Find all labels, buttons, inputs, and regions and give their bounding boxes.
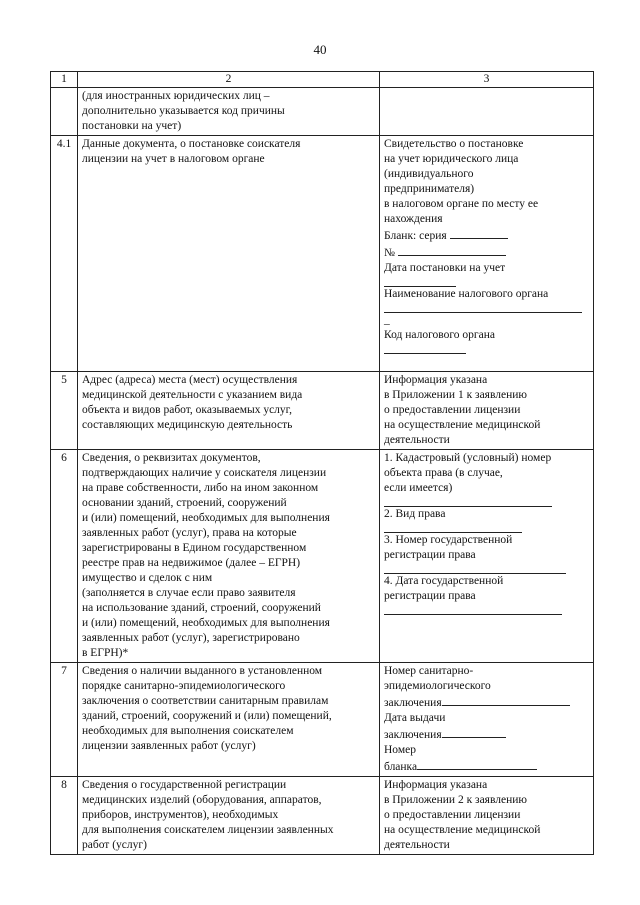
text-line: приборов, инструментов), необходимых xyxy=(82,809,279,821)
table-row-6 xyxy=(51,450,594,663)
text-line: Номер санитарно- xyxy=(384,665,474,677)
text-line: и (или) помещений, необходимых для выполнения xyxy=(82,617,330,629)
text-line: объекта права (в случае, xyxy=(384,467,503,479)
text-line: заключения о соответствии санитарным правилам xyxy=(82,695,329,707)
form-number-field[interactable] xyxy=(384,758,589,775)
text-line: на использование зданий, строений, сооружений xyxy=(82,602,321,614)
text-line: зарегистрированы в Едином государственном xyxy=(82,542,307,554)
issue-date-label: Дата выдачи xyxy=(384,712,446,724)
description-cell xyxy=(78,450,380,663)
text-line: Информация указана xyxy=(384,779,488,791)
info-cell xyxy=(380,777,594,855)
text-line: медицинских изделий (оборудования, аппаратов, xyxy=(82,794,322,806)
text-line: эпидемиологического xyxy=(384,680,491,692)
tax-authority-code-blank[interactable] xyxy=(384,343,466,354)
issue-date-blank[interactable] xyxy=(442,726,506,738)
text-line: заявленных работ (услуг), права на которые xyxy=(82,527,297,539)
text-line: 1. Кадастровый (условный) номер xyxy=(384,452,552,464)
text-line: 4. Дата государственной xyxy=(384,575,504,587)
right-type-label: 2. Вид права xyxy=(384,508,446,520)
tax-certificate-cell xyxy=(380,136,594,372)
tax-authority-code-label: Код налогового органа xyxy=(384,329,496,341)
table-row-8 xyxy=(51,777,594,855)
registration-date-label: Дата постановки на учет xyxy=(384,262,506,274)
form-number-blank[interactable] xyxy=(417,758,537,770)
text-line: имущество и сделок с ним xyxy=(82,572,213,584)
text-line: основании зданий, строений, сооружений xyxy=(82,497,287,509)
form-label: бланка xyxy=(384,761,418,773)
description-cell xyxy=(78,88,380,136)
text-line: на осуществление медицинской xyxy=(384,419,541,431)
table-row-5 xyxy=(51,372,594,450)
text-line: о предоставлении лицензии xyxy=(384,404,521,416)
text-line: в налоговом органе по месту ее xyxy=(384,198,539,210)
tax-authority-name-label: Наименование налогового органа xyxy=(384,288,549,300)
issue-date-field[interactable] xyxy=(384,726,589,743)
form-series-field[interactable] xyxy=(384,227,589,244)
registration-date-blank[interactable] xyxy=(384,276,456,287)
text-line: зданий, строений, сооружений и (или) помещений, xyxy=(82,710,332,722)
form-series-blank[interactable] xyxy=(450,227,508,239)
registration-date-blank[interactable] xyxy=(384,604,562,615)
form-series-label: Бланк: серия xyxy=(384,230,447,242)
text-line: (индивидуального xyxy=(384,168,474,180)
sanitary-conclusion-cell xyxy=(380,663,594,777)
text-line: работ (услуг) xyxy=(82,839,147,851)
text-line: и (или) помещений, необходимых для выполнения xyxy=(82,512,330,524)
text-line: Адрес (адреса) места (мест) осуществления xyxy=(82,374,298,386)
text-line: на праве собственности, либо на ином законном xyxy=(82,482,319,494)
text-line: реестре прав на недвижимое (далее – ЕГРН) xyxy=(82,557,301,569)
conclusion-label: заключения xyxy=(384,729,442,741)
text-line: лицензии на учет в налоговом органе xyxy=(82,153,265,165)
property-rights-cell xyxy=(380,450,594,663)
text-line: на осуществление медицинской xyxy=(384,824,541,836)
certificate-number-field[interactable] xyxy=(384,244,589,261)
number-sign-label: № xyxy=(384,247,395,259)
description-cell xyxy=(78,663,380,777)
text-line: дополнительно указывается код причины xyxy=(82,105,285,117)
certificate-number-blank[interactable] xyxy=(398,244,506,256)
text-line: Сведения, о реквизитах документов, xyxy=(82,452,261,464)
text-line: нахождения xyxy=(384,213,443,225)
row-number: 6 xyxy=(51,450,78,663)
description-cell xyxy=(78,777,380,855)
text-line: Данные документа, о постановке соискателя xyxy=(82,138,301,150)
row-number: 8 xyxy=(51,777,78,855)
text-line: необходимых для выполнения соискателем xyxy=(82,725,294,737)
text-line: регистрации права xyxy=(384,590,476,602)
text-line: составляющих медицинскую деятельность xyxy=(82,419,293,431)
tax-authority-name-blank[interactable] xyxy=(384,302,582,313)
text-line: (заполняется в случае если право заявителя xyxy=(82,587,296,599)
header-col-1: 1 xyxy=(51,72,78,88)
table-row-foreign-entities xyxy=(51,88,594,136)
registration-number-blank[interactable] xyxy=(384,563,566,574)
text-line: для выполнения соискателем лицензии заявленных xyxy=(82,824,334,836)
text-line: деятельности xyxy=(384,434,450,446)
info-cell xyxy=(380,372,594,450)
text-line: лицензии заявленных работ (услуг) xyxy=(82,740,256,752)
conclusion-number-field[interactable] xyxy=(384,694,589,711)
row-number-cell xyxy=(51,88,78,136)
text-line: в Приложении 2 к заявлению xyxy=(384,794,527,806)
text-line: объекта и видов работ, оказываемых услуг, xyxy=(82,404,292,416)
table-row-4-1 xyxy=(51,136,594,372)
text-line: порядке санитарно-эпидемиологического xyxy=(82,680,286,692)
text-line: постановки на учет) xyxy=(82,120,182,132)
text-line: подтверждающих наличие у соискателя лицензии xyxy=(82,467,327,479)
text-line: о предоставлении лицензии xyxy=(384,809,521,821)
license-application-table xyxy=(50,71,594,855)
table-header-row xyxy=(51,72,594,88)
number-label: Номер xyxy=(384,744,416,756)
header-col-2: 2 xyxy=(78,72,380,88)
text-line: Свидетельство о постановке xyxy=(384,138,524,150)
description-cell xyxy=(78,372,380,450)
conclusion-number-blank[interactable] xyxy=(442,694,570,706)
text-line: в ЕГРН)* xyxy=(82,647,129,659)
table-row-7 xyxy=(51,663,594,777)
text-line: Сведения о наличии выданного в установленном xyxy=(82,665,323,677)
text-line: заявленных работ (услуг), зарегистрировано xyxy=(82,632,300,644)
row-number: 7 xyxy=(51,663,78,777)
right-type-blank[interactable] xyxy=(384,522,522,533)
text-line: предпринимателя) xyxy=(384,183,475,195)
cadastral-number-blank[interactable] xyxy=(384,496,552,507)
text-line: (для иностранных юридических лиц – xyxy=(82,90,270,102)
text-line: если имеется) xyxy=(384,482,453,494)
text-line: 3. Номер государственной xyxy=(384,534,513,546)
row-number: 4.1 xyxy=(51,136,78,372)
conclusion-label: заключения xyxy=(384,697,442,709)
text-line: регистрации права xyxy=(384,549,476,561)
text-line: на учет юридического лица xyxy=(384,153,519,165)
row-number: 5 xyxy=(51,372,78,450)
text-line: в Приложении 1 к заявлению xyxy=(384,389,527,401)
text-line: медицинской деятельности с указанием вида xyxy=(82,389,303,401)
description-cell xyxy=(78,136,380,372)
text-line: Сведения о государственной регистрации xyxy=(82,779,287,791)
text-line: Информация указана xyxy=(384,374,488,386)
header-col-3: 3 xyxy=(380,72,594,88)
text-line: деятельности xyxy=(384,839,450,851)
value-cell xyxy=(380,88,594,136)
underscore-mark: _ xyxy=(384,314,390,326)
page-number: 40 xyxy=(313,42,327,57)
